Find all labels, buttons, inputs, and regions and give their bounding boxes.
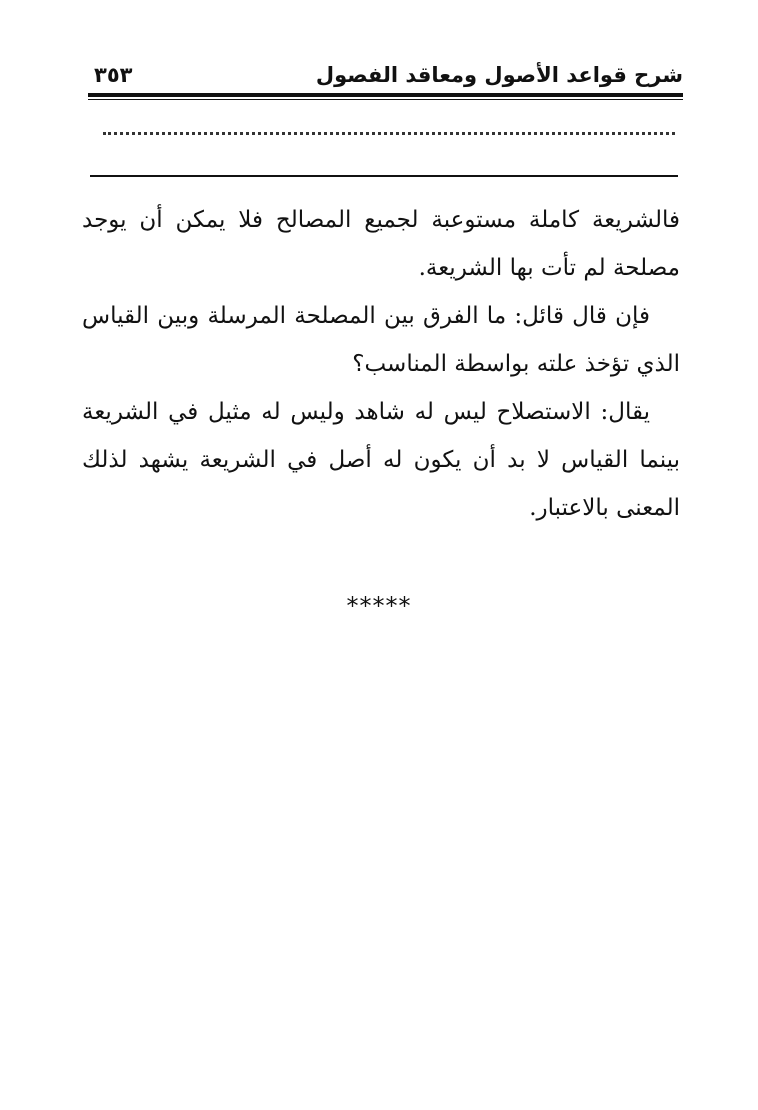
page-header	[88, 60, 683, 90]
page-number: ٣٥٣	[94, 63, 133, 87]
section-separator-line	[90, 175, 678, 177]
running-title: شرح قواعد الأصول ومعاقد الفصول	[315, 63, 683, 87]
header-rule-thick	[88, 93, 683, 97]
body-text	[82, 196, 680, 532]
header-rule-thin	[88, 99, 683, 100]
paragraph-1: فالشريعة كاملة مستوعبة لجميع المصالح فلا يمكن أن يوجد مصلحة لم تأت بها الشريعة.	[82, 207, 680, 281]
section-end-ornament: *****	[346, 592, 412, 620]
paragraph-3: يقال: الاستصلاح ليس له شاهد وليس له مثيل في الشريعة بينما القياس لا بد أن يكون له أصل في الشريعة يشهد لذلك المعنى بالاعتبار.	[82, 399, 680, 521]
dotted-separator	[103, 132, 675, 135]
paragraph-2: فإن قال قائل: ما الفرق بين المصلحة المرسلة وبين القياس الذي تؤخذ علته بواسطة المناسب؟	[82, 303, 680, 377]
